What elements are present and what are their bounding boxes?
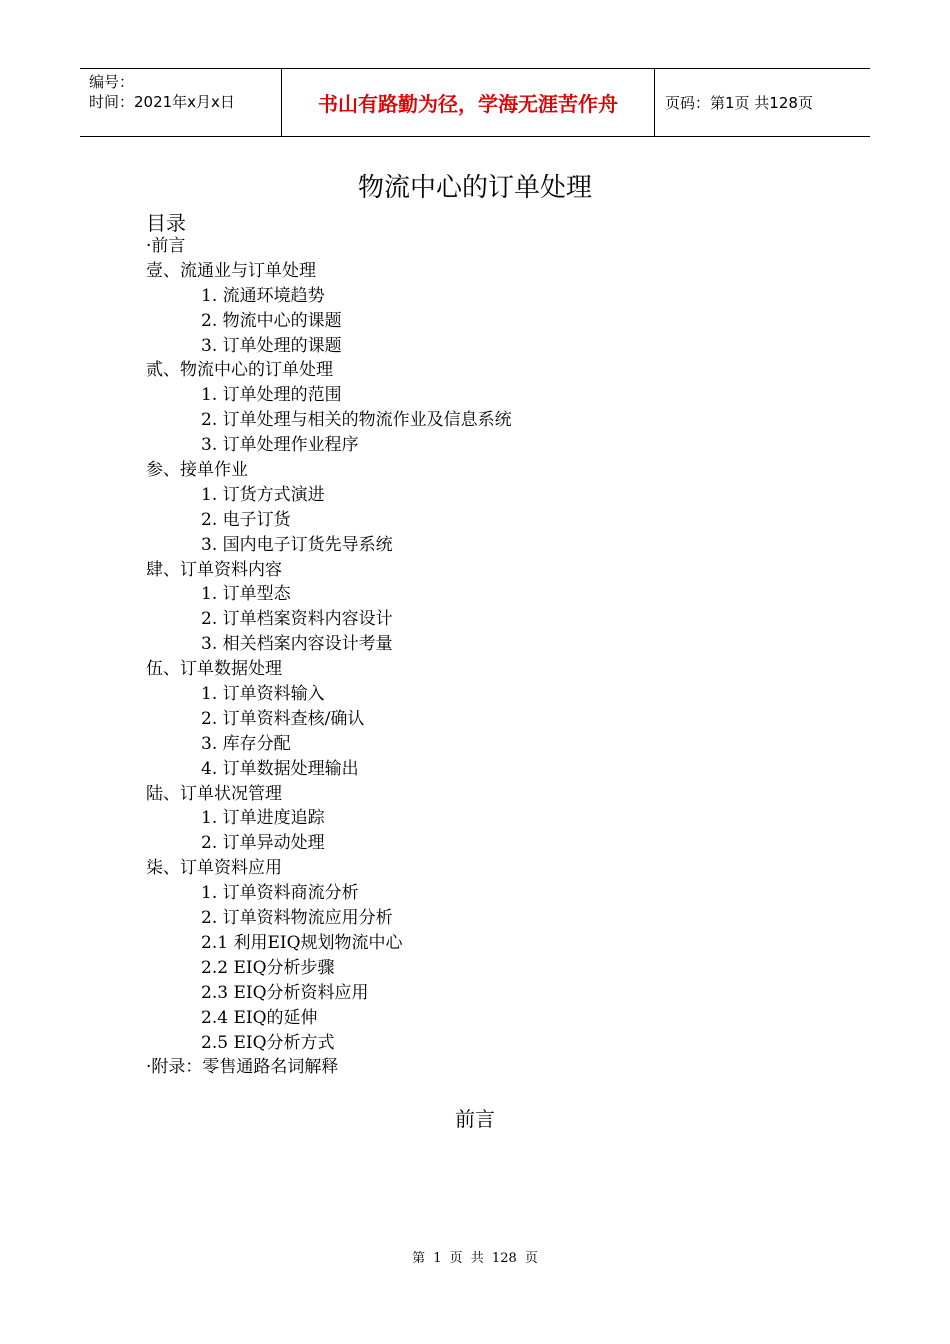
document-number-label: 编号： (89, 73, 135, 91)
toc-subitem: 3. 库存分配 (201, 733, 291, 754)
toc-chapter-item: 柒、订单资料应用 (146, 858, 282, 879)
toc-subitem: 3. 订单处理的课题 (201, 335, 342, 356)
toc-subitem: 2.5 EIQ分析方式 (201, 1032, 335, 1053)
toc-subitem: 2. 订单资料查核/确认 (201, 708, 365, 729)
toc-subitem: 1. 流通环境趋势 (201, 285, 325, 306)
toc-subitem: 2.4 EIQ的延伸 (201, 1007, 318, 1028)
table-of-contents (146, 234, 512, 1080)
toc-subitem: 2. 订单处理与相关的物流作业及信息系统 (201, 410, 512, 431)
toc-subitem: 2. 订单异动处理 (201, 833, 325, 854)
toc-subitem: 2.3 EIQ分析资料应用 (201, 982, 369, 1003)
toc-subitem: 4. 订单数据处理输出 (201, 758, 359, 779)
toc-subitem: 3. 订单处理作业程序 (201, 435, 359, 456)
toc-subitem: 3. 国内电子订货先导系统 (201, 534, 393, 555)
toc-subitem: 2. 订单资料物流应用分析 (201, 908, 393, 929)
toc-chapter-item: 肆、订单资料内容 (146, 559, 282, 580)
toc-subitem: 3. 相关档案内容设计考量 (201, 634, 393, 655)
page-footer: 第 1 页 共 128 页 (412, 1251, 538, 1266)
header-page-label: 页码：第1页 共128页 (665, 94, 813, 112)
toc-subitem: 2. 订单档案资料内容设计 (201, 609, 393, 630)
document-time-label: 时间：2021年x月x日 (89, 93, 235, 111)
toc-subitem: 2.2 EIQ分析步骤 (201, 957, 335, 978)
toc-subitem: 1. 订单资料商流分析 (201, 883, 359, 904)
toc-chapter-item: 贰、物流中心的订单处理 (146, 360, 333, 381)
toc-subitem: 2.1 利用EIQ规划物流中心 (201, 932, 403, 953)
header-table (80, 68, 870, 137)
toc-subitem: 2. 物流中心的课题 (201, 310, 342, 331)
toc-chapter-item: ·前言 (146, 236, 186, 256)
toc-subitem: 1. 订单处理的范围 (201, 385, 342, 406)
toc-chapter-item: 参、接单作业 (146, 460, 248, 481)
document-title: 物流中心的订单处理 (357, 173, 592, 203)
toc-subitem: 1. 订单型态 (201, 584, 291, 605)
toc-chapter-item: 壹、流通业与订单处理 (146, 260, 316, 281)
toc-subitem: 1. 订单进度追踪 (201, 808, 325, 829)
toc-subitem: 1. 订单资料输入 (201, 684, 325, 705)
toc-heading: 目录 (146, 211, 186, 235)
toc-subitem: 1. 订货方式演进 (201, 484, 325, 505)
header-meta-cell (80, 69, 282, 136)
toc-subitem: 2. 电子订货 (201, 509, 291, 530)
toc-chapter-item: 伍、订单数据处理 (146, 659, 282, 680)
header-motto: 书山有路勤为径，学海无涯苦作舟 (282, 69, 655, 136)
toc-chapter-item: 陆、订单状况管理 (146, 783, 282, 804)
section-heading-preface: 前言 (455, 1107, 495, 1131)
toc-chapter-item: ·附录：零售通路名词解释 (146, 1057, 339, 1078)
